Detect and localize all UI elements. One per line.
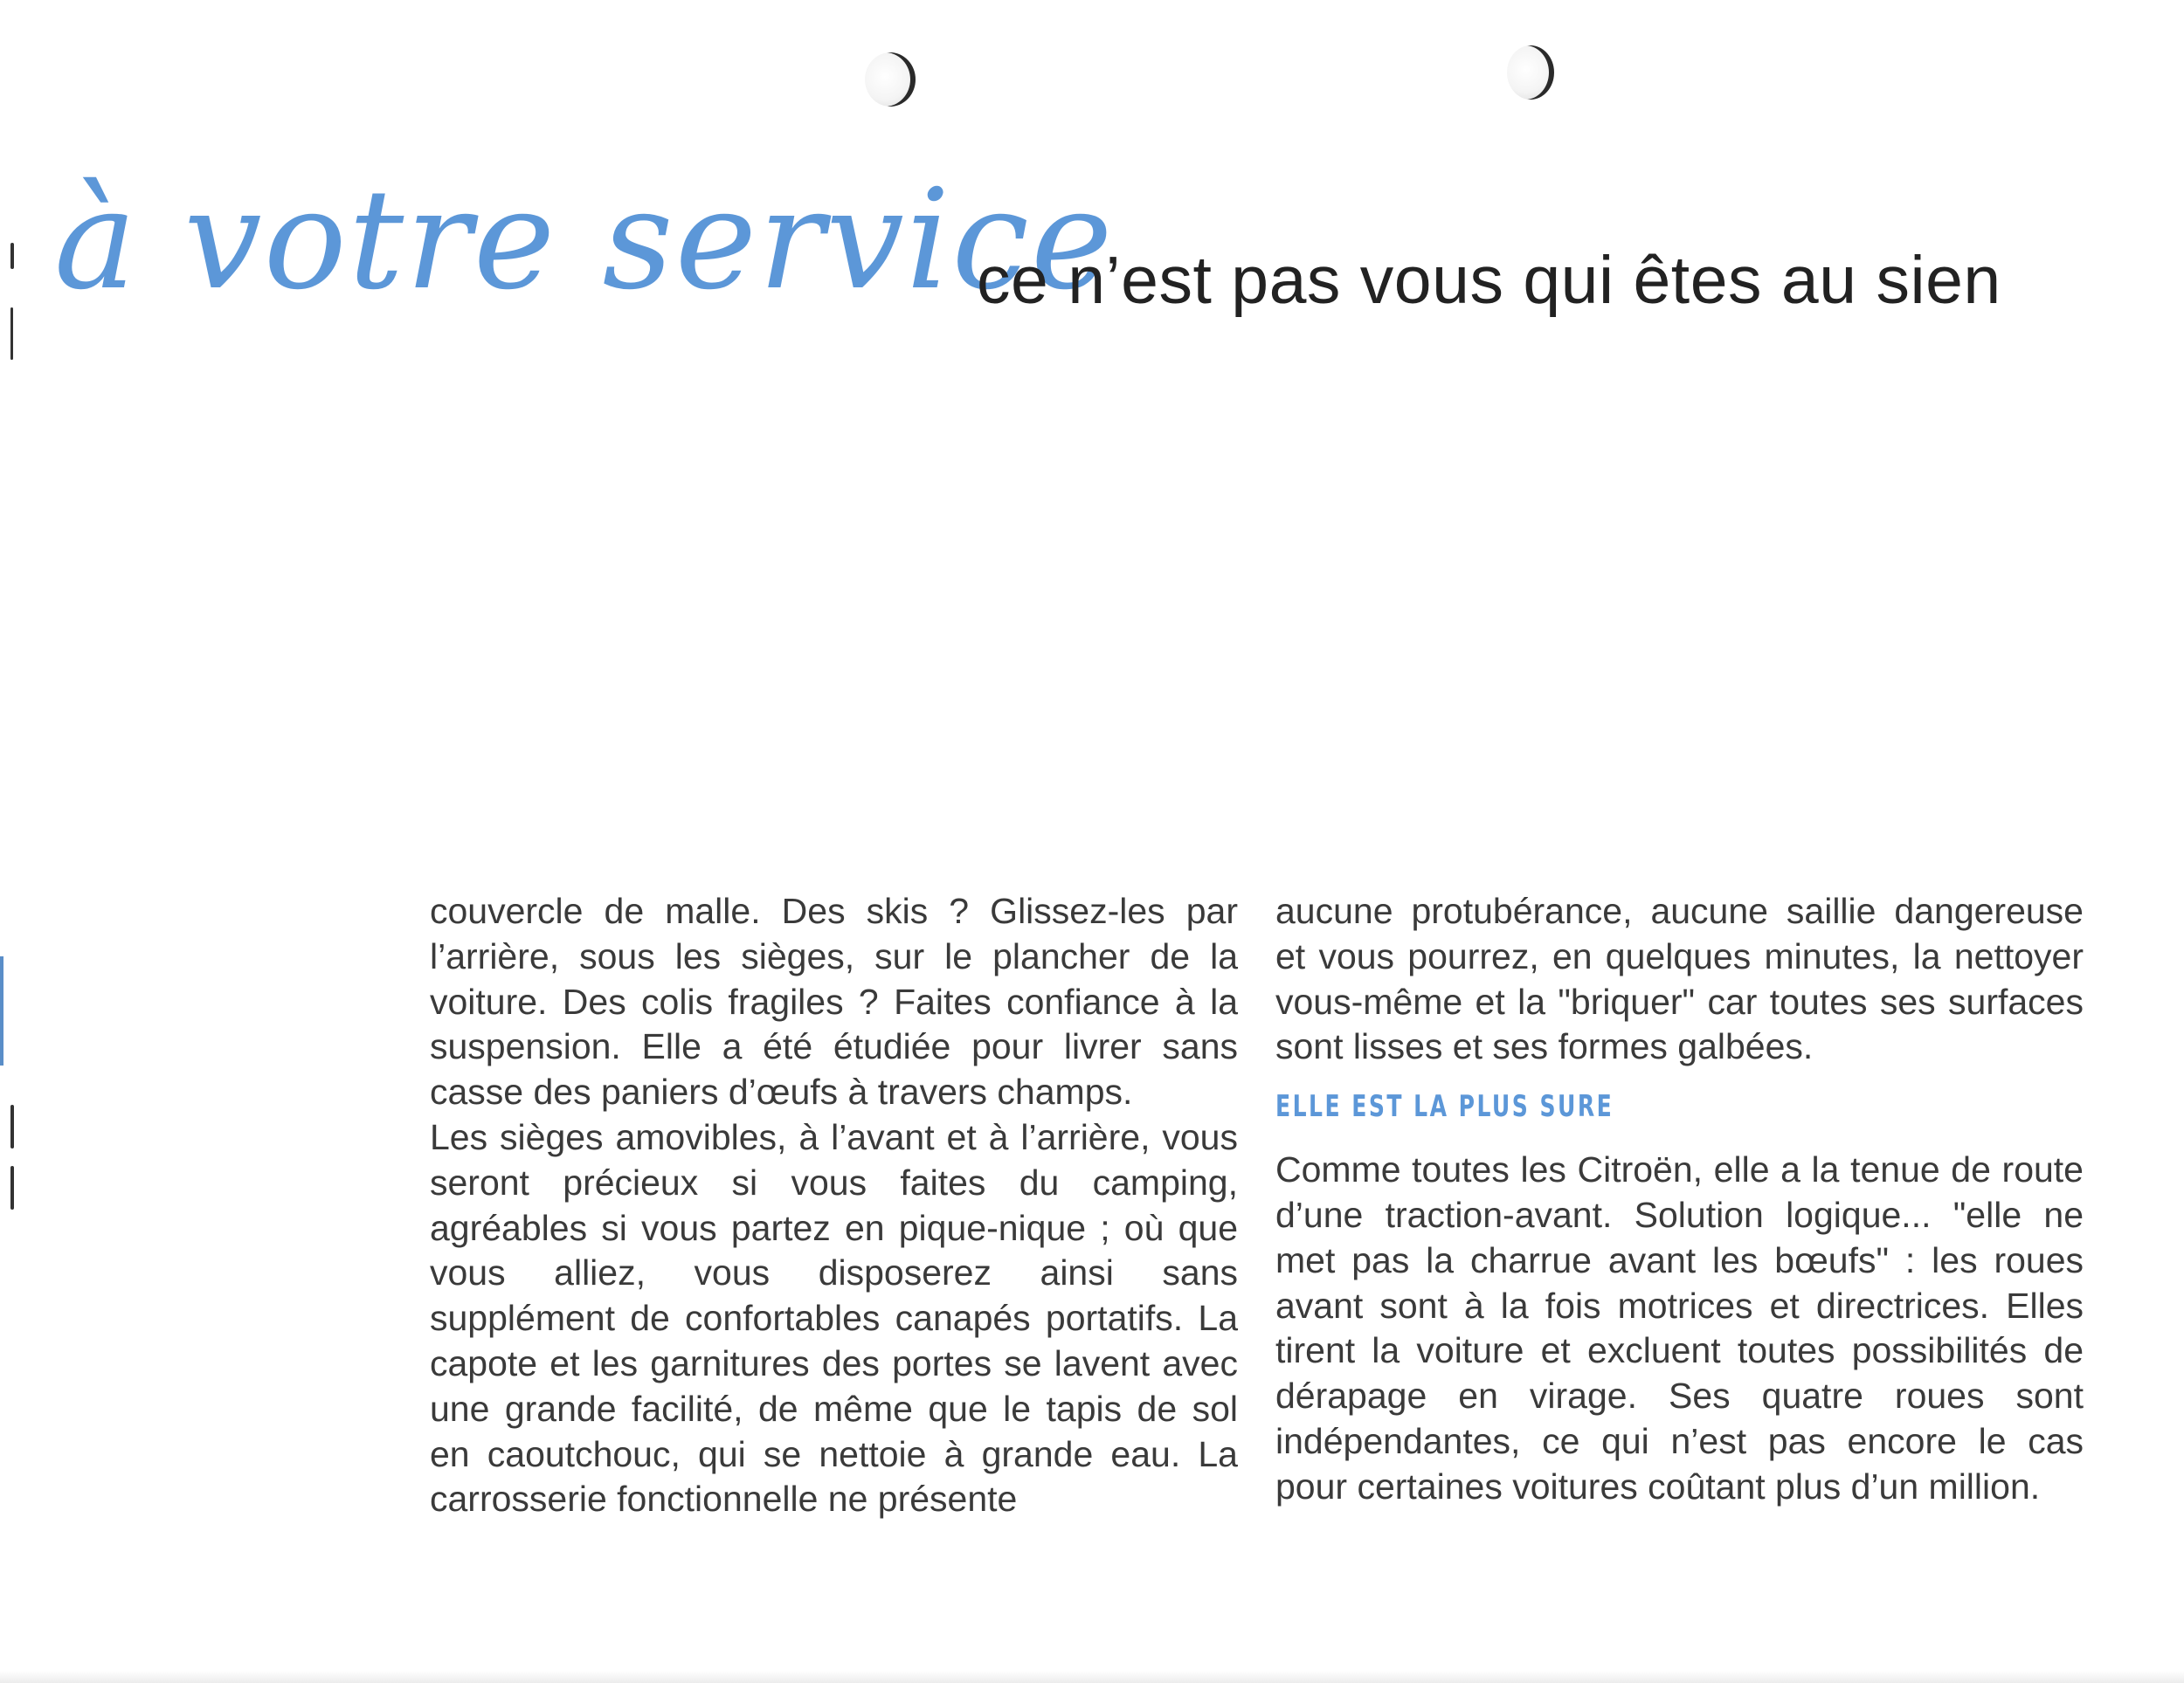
headline-subtitle: ce n’est pas vous qui êtes au sien — [977, 243, 2001, 318]
binding-edge-blue — [0, 956, 3, 1066]
right-text-column — [1275, 889, 2084, 1510]
punch-hole-right — [1507, 45, 1554, 100]
binding-mark — [10, 307, 13, 360]
binding-mark — [10, 1166, 14, 1210]
page-bottom-edge — [0, 1671, 2184, 1683]
left-text-column — [430, 889, 1238, 1522]
left-paragraph-2: Les sièges amovibles, à l’avant et à l’arrière, vous seront précieux si vous faites du camping, agréables si vous partez en pique-nique ; où que vous alliez, vous disposerez ainsi sans supplément de confortables canapés portatifs. La capote et les garnitures des portes se lavent avec une grande facilité, de même que le tapis de sol en caoutchouc, qui se nettoie à grande eau. La carrosserie fonctionnelle ne présente — [430, 1116, 1238, 1520]
right-paragraph-1: aucune protubérance, aucune saillie dangereuse et vous pourrez, en quelques minutes, la nettoyer vous-même et la "briquer" car toutes ses surfaces sont lisses et ses formes galbées. — [1275, 891, 2084, 1067]
section-heading: ELLE EST LA PLUS SURE — [1275, 1089, 1614, 1125]
binding-mark — [10, 1105, 14, 1148]
headline-script-title: à votre service — [54, 160, 1115, 321]
left-paragraph-1: couvercle de malle. Des skis ? Glissez-les par l’arrière, sous les sièges, sur le plancher de la voiture. Des colis fragiles ? Faites confiance à la suspension. Elle a été étudiée pour livrer sans casse des paniers d’œufs à travers champs. — [430, 891, 1238, 1113]
headline — [54, 160, 2151, 341]
right-paragraph-2: Comme toutes les Citroën, elle a la tenue de route d’une traction-avant. Solution logique... "elle ne met pas la charrue avant les bœufs" : les roues avant sont à la fois motrices et directrices. Elles tirent la voiture et excluent toutes possibilités de dérapage en virage. Ses quatre roues sont indépendantes, ce qui n’est pas encore le cas pour certaines voitures coûtant plus d’un million. — [1275, 1149, 2084, 1507]
binding-mark — [10, 243, 14, 269]
punch-hole-left — [865, 52, 916, 107]
